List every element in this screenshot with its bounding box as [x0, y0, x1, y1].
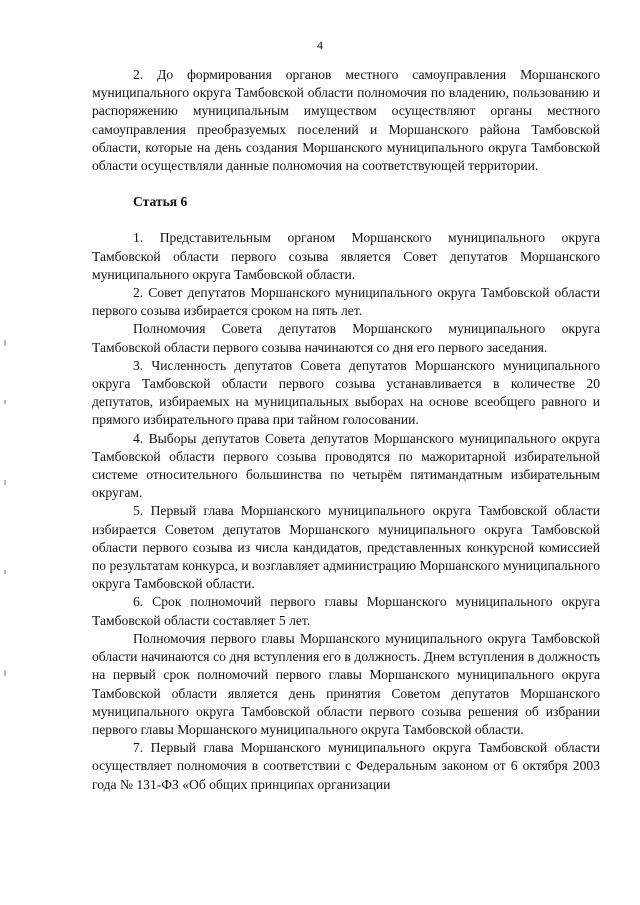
document-body	[92, 66, 600, 794]
paragraph: 1. Представительным органом Моршанского муниципального округа Тамбовской области первого созыва является Совет депутатов Моршанского муниципального округа Тамбовской области.	[92, 230, 600, 282]
paragraph: 2. Совет депутатов Моршанского муниципального округа Тамбовской области первого созыва избирается сроком на пять лет.	[92, 285, 600, 319]
paragraph: 3. Численность депутатов Совета депутатов Моршанского муниципального округа Тамбовской области первого созыва устанавливается в количестве 20 депутатов, избираемых на муниципальных выборах на основе всеобщего равного и прямого избирательного права при тайном голосовании.	[92, 357, 600, 428]
paragraph: 6. Срок полномочий первого главы Моршанского муниципального округа Тамбовской области составляет 5 лет.	[92, 594, 600, 628]
paragraph: Полномочия Совета депутатов Моршанского муниципального округа Тамбовской области первого созыва начинаются со дня его первого заседания.	[92, 321, 600, 355]
paragraph: 2. До формирования органов местного самоуправления Моршанского муниципального округа Тамбовской области полномочия по владению, пользованию и распоряжению муниципальным имуществом осуществляют органы местного самоуправления преобразуемых поселений и Моршанского района Тамбовской области, которые на день создания Моршанского муниципального округа Тамбовской области осуществляли данные полномочия на соответствующей территории.	[92, 67, 600, 174]
paragraph: 7. Первый глава Моршанского муниципального округа Тамбовской области осуществляет полномочия в соответствии с Федеральным законом от 6 октября 2003 года № 131-ФЗ «Об общих принципах организации	[92, 740, 600, 792]
page-number: 4	[317, 38, 323, 52]
article-heading: Статья 6	[133, 194, 188, 210]
paragraph: 5. Первый глава Моршанского муниципального округа Тамбовской области избирается Советом депутатов Моршанского муниципального округа Тамбовской области первого созыва из числа кандидатов, представленных конкурсной комиссией по результатам конкурса, и возглавляет администрацию Моршанского муниципального округа Тамбовской области.	[92, 503, 600, 592]
scan-margin-marks	[4, 340, 6, 740]
paragraph: 4. Выборы депутатов Совета депутатов Моршанского муниципального округа Тамбовской области первого созыва проводятся по мажоритарной избирательной системе относительного большинства по четырём пятимандатным избирательным округам.	[92, 430, 600, 501]
paragraph: Полномочия первого главы Моршанского муниципального округа Тамбовской области начинаются со дня вступления его в должность. Днем вступления в должность на первый срок полномочий первого главы Моршанского муниципального округа Тамбовской области является день принятия Советом депутатов Моршанского муниципального округа Тамбовской области первого созыва решения об избрании первого главы Моршанского муниципального округа Тамбовской области.	[92, 630, 600, 737]
